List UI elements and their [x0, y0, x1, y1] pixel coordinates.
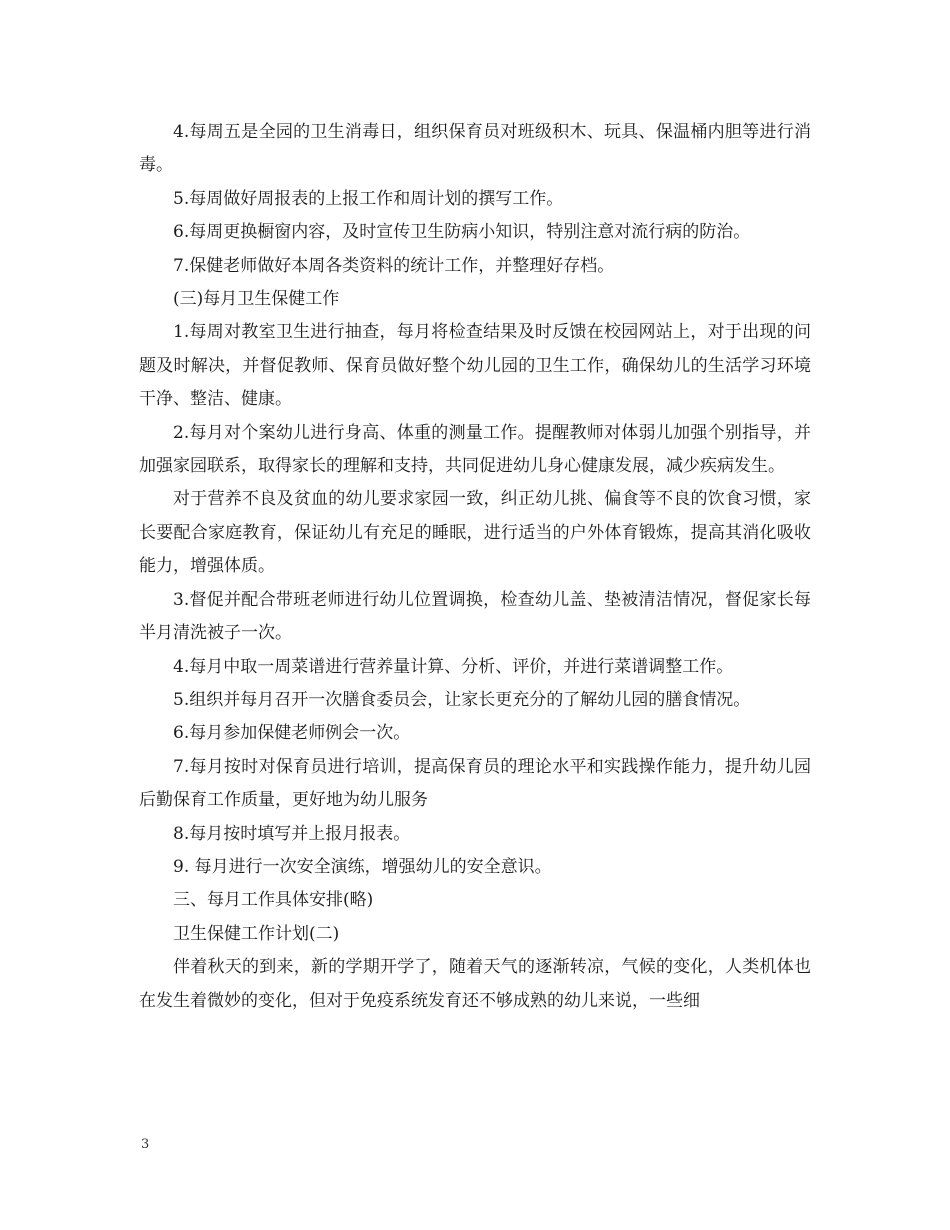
paragraph: 4.每周五是全园的卫生消毒日，组织保育员对班级积木、玩具、保温桶内胆等进行消毒。 [139, 122, 811, 176]
paragraph: 6.每周更换橱窗内容，及时宣传卫生防病小知识，特别注意对流行病的防治。 [173, 222, 751, 243]
paragraph: 伴着秋天的到来，新的学期开学了，随着天气的逐渐转凉，气候的变化，人类机体也在发生着微妙的变化，但对于免疫系统发育还不够成熟的幼儿来说，一些细 [139, 957, 811, 1011]
page-number: 3 [141, 1137, 150, 1152]
paragraph: 4.每月中取一周菜谱进行营养量计算、分析、评价，并进行菜谱调整工作。 [173, 656, 734, 677]
paragraph: 7.每月按时对保育员进行培训，提高保育员的理论水平和实践操作能力，提升幼儿园后勤保育工作质量，更好地为幼儿服务 [139, 756, 811, 811]
section-heading: (三)每月卫生保健工作 [173, 289, 340, 310]
document-subtitle: 卫生保健工作计划(二) [173, 923, 340, 944]
paragraph: 9. 每月进行一次安全演练，增强幼儿的安全意识。 [173, 856, 552, 877]
paragraph: 1.每周对教室卫生进行抽查，每月将检查结果及时反馈在校园网站上，对于出现的问题及时解决，并督促教师、保育员做好整个幼儿园的卫生工作，确保幼儿的生活学习环境干净、整洁、健康。 [139, 322, 811, 410]
paragraph: 6.每月参加保健老师例会一次。 [173, 723, 411, 744]
paragraph: 5.每周做好周报表的上报工作和周计划的撰写工作。 [173, 188, 564, 209]
paragraph: 8.每月按时填写并上报月报表。 [173, 823, 411, 844]
document-body [139, 116, 811, 1018]
paragraph: 7.保健老师做好本周各类资料的统计工作，并整理好存档。 [173, 255, 615, 276]
paragraph: 5.组织并每月召开一次膳食委员会，让家长更充分的了解幼儿园的膳食情况。 [173, 689, 751, 710]
paragraph: 2.每月对个案幼儿进行身高、体重的测量工作。提醒教师对体弱儿加强个别指导，并加强家园联系，取得家长的理解和支持，共同促进幼儿身心健康发展，减少疾病发生。 [139, 422, 811, 477]
section-heading: 三、每月工作具体安排(略) [173, 890, 374, 911]
paragraph: 3.督促并配合带班老师进行幼儿位置调换，检查幼儿盖、垫被清洁情况，督促家长每半月清洗被子一次。 [139, 589, 811, 644]
paragraph: 对于营养不良及贫血的幼儿要求家园一致，纠正幼儿挑、偏食等不良的饮食习惯，家长要配合家庭教育，保证幼儿有充足的睡眠，进行适当的户外体育锻炼，提高其消化吸收能力，增强体质。 [139, 489, 811, 577]
